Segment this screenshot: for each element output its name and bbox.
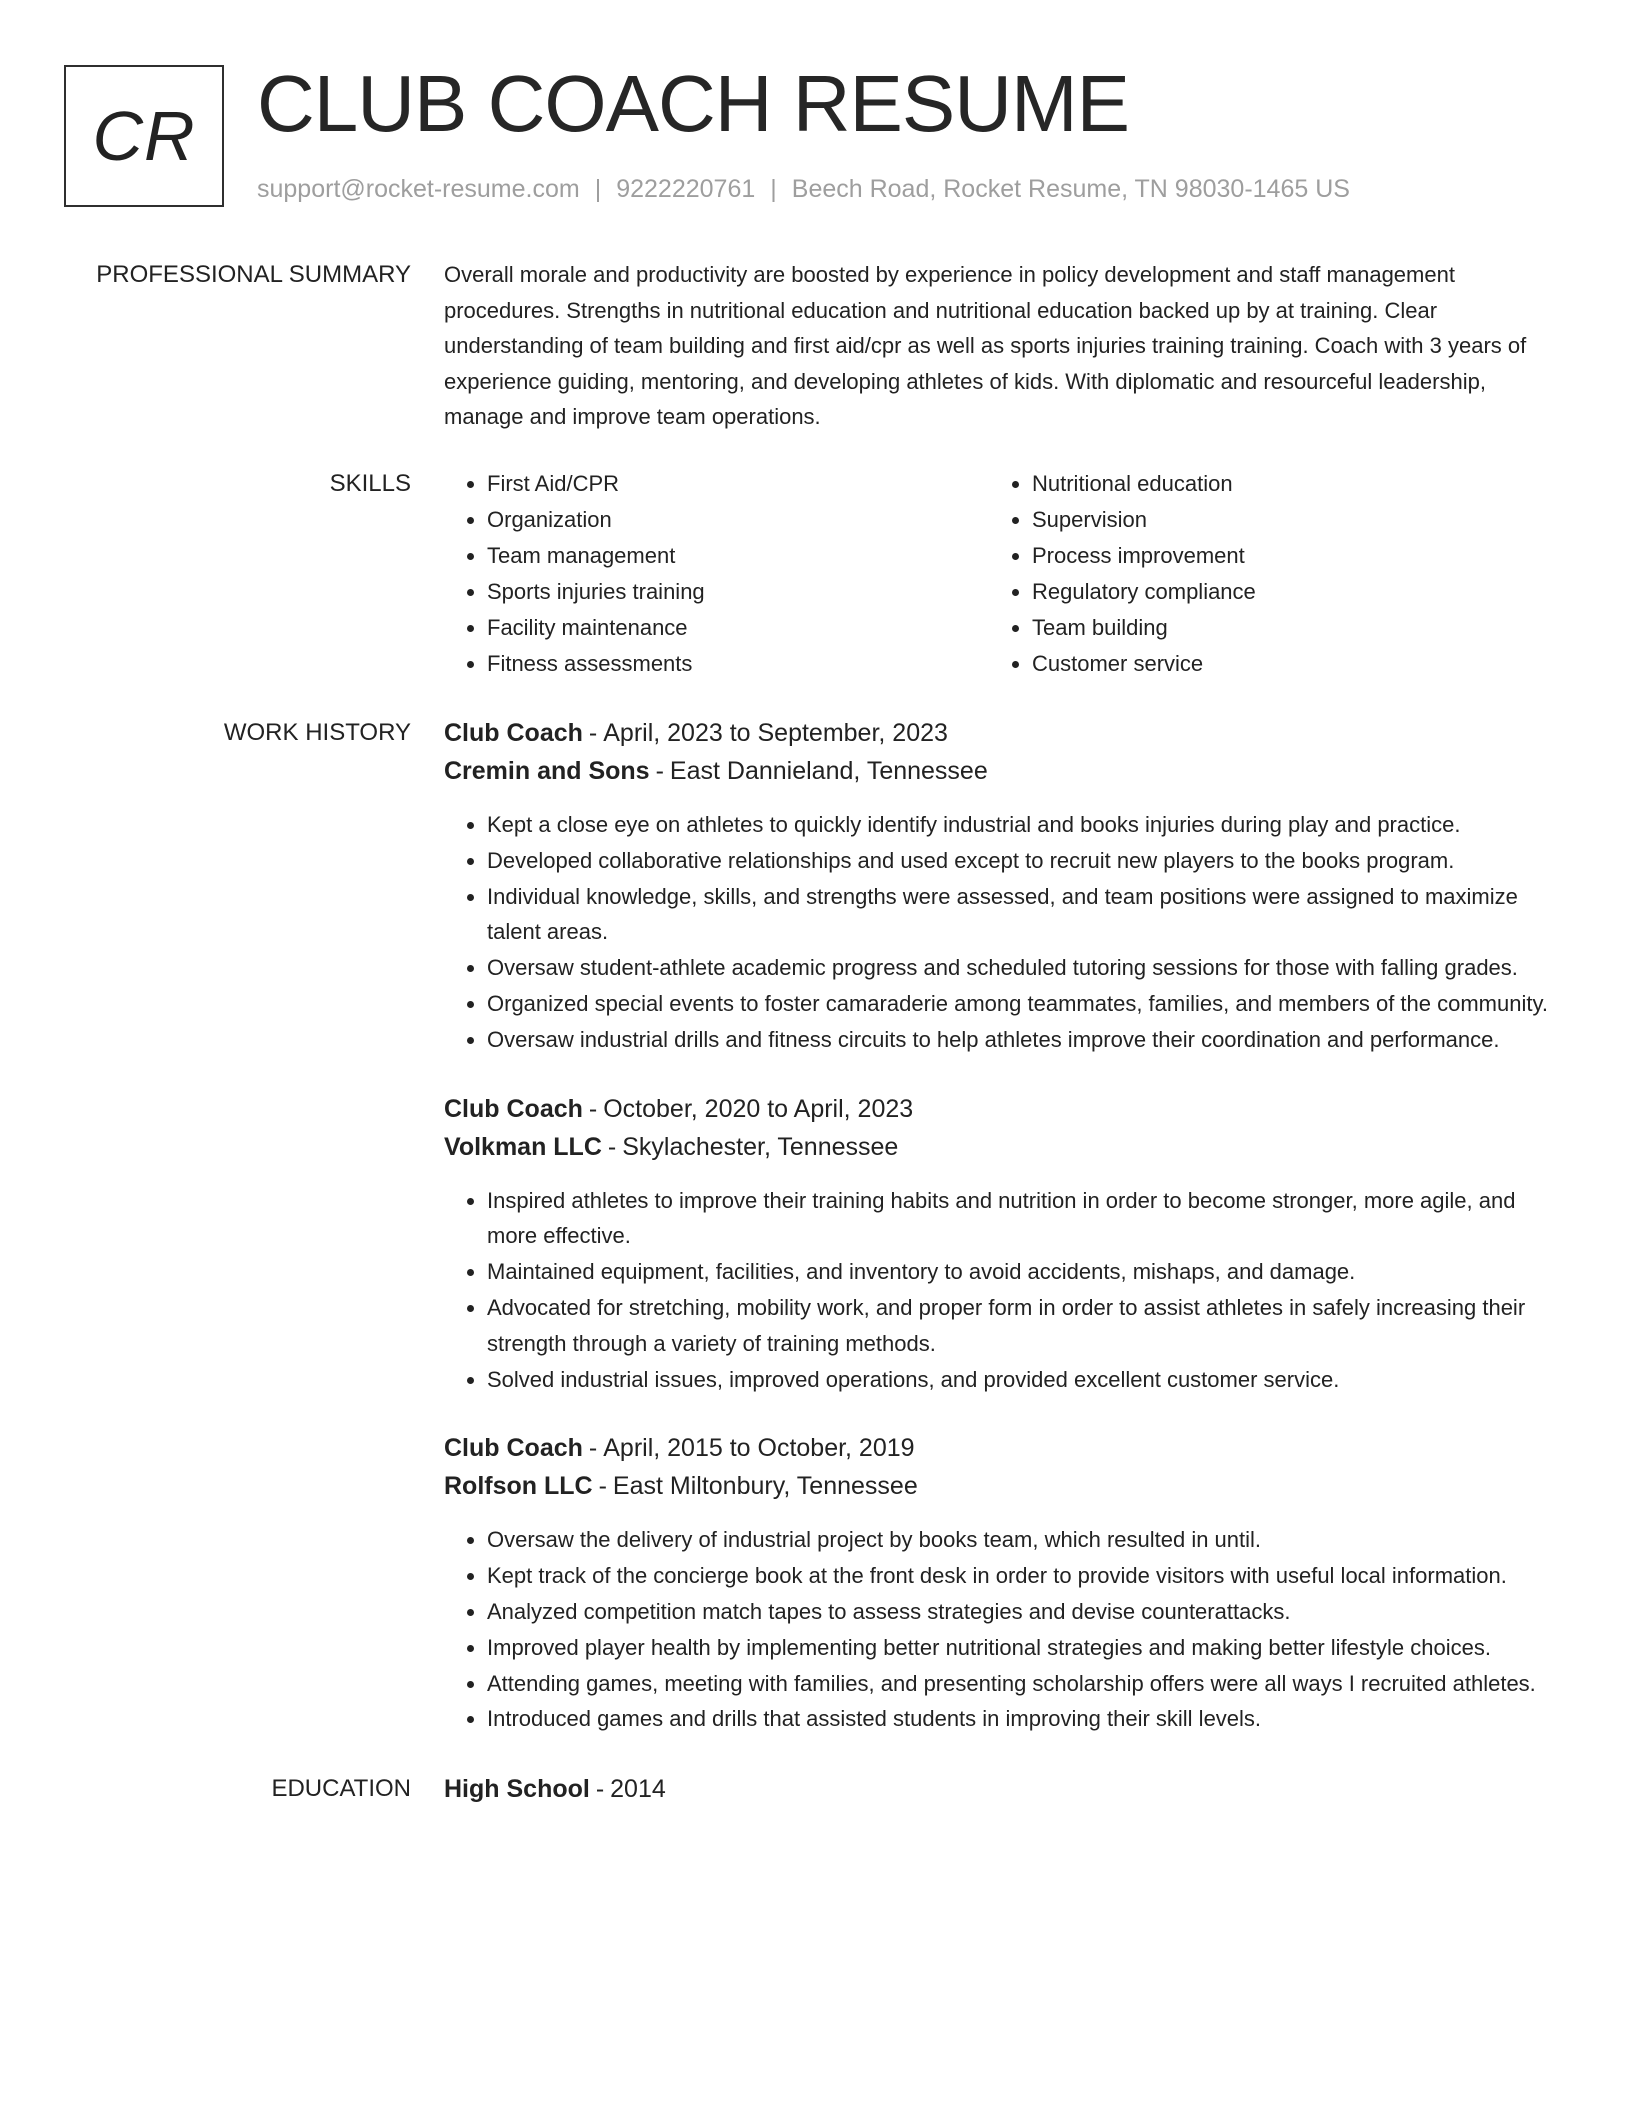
job-company: Volkman LLC (444, 1132, 602, 1161)
job-location: Skylachester, Tennessee (622, 1132, 899, 1161)
skill-item: • Process improvement (1032, 538, 1568, 574)
job-bullet: • Advocated for stretching, mobility work, and proper form in order to assist athletes in safely increasing their strength through a variety of training methods. (487, 1290, 1568, 1362)
skills-list-right (989, 466, 1568, 682)
dash-separator: - (588, 718, 598, 747)
job-bullet: • Kept a close eye on athletes to quickly identify industrial and books injuries during play and practice. (487, 807, 1568, 843)
skill-item: • Supervision (1032, 502, 1568, 538)
job-company: Cremin and Sons (444, 756, 650, 785)
skill-item: • Team building (1032, 610, 1568, 646)
job-location: East Miltonbury, Tennessee (612, 1472, 918, 1501)
job-bullet: • Oversaw student-athlete academic progress and scheduled tutoring sessions for those with falling grades. (487, 950, 1568, 986)
dash-separator: - (588, 1094, 598, 1123)
section-label-summary: PROFESSIONAL SUMMARY (96, 261, 411, 288)
job-bullets (444, 1183, 1568, 1398)
jobs-list (444, 714, 1568, 1737)
dash-separator: - (607, 1132, 617, 1161)
section-label-education: EDUCATION (271, 1775, 411, 1803)
work-history-section (0, 714, 1632, 1737)
skill-item: • Regulatory compliance (1032, 574, 1568, 610)
contact-separator: | (770, 175, 777, 203)
skill-item: • First Aid/CPR (487, 466, 989, 502)
job-entry (444, 714, 1568, 1058)
resume-body (0, 257, 1632, 1808)
job-bullet: • Oversaw the delivery of industrial project by books team, which resulted in until. (487, 1522, 1568, 1558)
job-bullet: • Improved player health by implementing better nutritional strategies and making better lifestyle choices. (487, 1630, 1568, 1666)
resume-title: CLUB COACH RESUME (257, 59, 1130, 148)
job-bullet: • Inspired athletes to improve their training habits and nutrition in order to become stronger, more agile, and more effective. (487, 1183, 1568, 1255)
dash-separator: - (598, 1472, 607, 1501)
job-dates: October, 2020 to April, 2023 (603, 1094, 914, 1123)
job-bullet: • Developed collaborative relationships and used except to recruit new players to the books program. (487, 843, 1568, 879)
job-dates: April, 2023 to September, 2023 (603, 718, 948, 747)
skill-item: • Fitness assessments (487, 646, 989, 682)
monogram-initials: CR (92, 97, 196, 175)
dash-separator: - (595, 1775, 605, 1804)
job-location: East Dannieland, Tennessee (669, 756, 988, 785)
job-bullet: • Attending games, meeting with families, and presenting scholarship offers were all ways I recruited athletes. (487, 1666, 1568, 1702)
job-bullet: • Organized special events to foster camaraderie among teammates, families, and members of the community. (487, 986, 1568, 1022)
skill-item: • Nutritional education (1032, 466, 1568, 502)
job-entry (444, 1090, 1568, 1398)
skill-item: • Customer service (1032, 646, 1568, 682)
skill-item: • Sports injuries training (487, 574, 989, 610)
education-degree: High School (444, 1775, 590, 1804)
job-title-line (444, 1429, 1568, 1467)
job-bullet: • Oversaw industrial drills and fitness circuits to help athletes improve their coordination and performance. (487, 1022, 1568, 1058)
job-bullet: • Individual knowledge, skills, and strengths were assessed, and team positions were assigned to maximize talent areas. (487, 879, 1568, 951)
contact-email: support@rocket-resume.com (257, 175, 580, 203)
section-label-skills: SKILLS (329, 469, 411, 497)
section-label-work-history: WORK HISTORY (223, 718, 411, 746)
job-company: Rolfson LLC (444, 1472, 593, 1501)
job-title: Club Coach (444, 1434, 583, 1463)
job-bullets (444, 807, 1568, 1058)
job-dates: April, 2015 to October, 2019 (603, 1434, 915, 1463)
job-bullet: • Introduced games and drills that assisted students in improving their skill levels. (487, 1701, 1568, 1737)
summary-text: Overall morale and productivity are boosted by experience in policy development and staff management procedures. Strengths in nutritional education and nutritional education backed up by at training. Clear understanding of team building and first aid/cpr as well as sports injuries training training. Coach with 3 years of experience guiding, mentoring, and developing athletes of kids. With diplomatic and resourceful leadership, manage and improve team operations. (444, 262, 1527, 430)
skill-item: • Team management (487, 538, 989, 574)
job-company-line (444, 752, 1568, 790)
skills-grid (444, 466, 1568, 682)
job-bullet: • Maintained equipment, facilities, and inventory to avoid accidents, mishaps, and damage. (487, 1254, 1568, 1290)
monogram-box (64, 65, 224, 207)
contact-line (257, 172, 1350, 206)
job-title-line (444, 1090, 1568, 1128)
contact-separator: | (594, 175, 602, 203)
job-title: Club Coach (444, 1094, 583, 1123)
education-line (444, 1770, 1568, 1808)
job-bullet: • Solved industrial issues, improved operations, and provided excellent customer service. (487, 1362, 1568, 1398)
skill-item: • Organization (487, 502, 989, 538)
job-bullet: • Analyzed competition match tapes to assess strategies and devise counterattacks. (487, 1594, 1568, 1630)
skill-item: • Facility maintenance (487, 610, 989, 646)
contact-address: Beech Road, Rocket Resume, TN 98030-1465 US (791, 175, 1350, 203)
job-entry (444, 1429, 1568, 1737)
summary-section (0, 257, 1632, 435)
job-bullet: • Kept track of the concierge book at the front desk in order to provide visitors with useful local information. (487, 1558, 1568, 1594)
job-title-line (444, 714, 1568, 752)
job-bullets (444, 1522, 1568, 1737)
skills-section (0, 466, 1632, 682)
contact-phone: 9222220761 (616, 175, 756, 203)
education-section (0, 1770, 1632, 1808)
job-company-line (444, 1467, 1568, 1505)
dash-separator: - (588, 1434, 598, 1463)
job-company-line (444, 1128, 1568, 1166)
job-title: Club Coach (444, 718, 583, 747)
dash-separator: - (655, 756, 664, 785)
skills-list-left (444, 466, 989, 682)
education-year: 2014 (610, 1775, 666, 1804)
